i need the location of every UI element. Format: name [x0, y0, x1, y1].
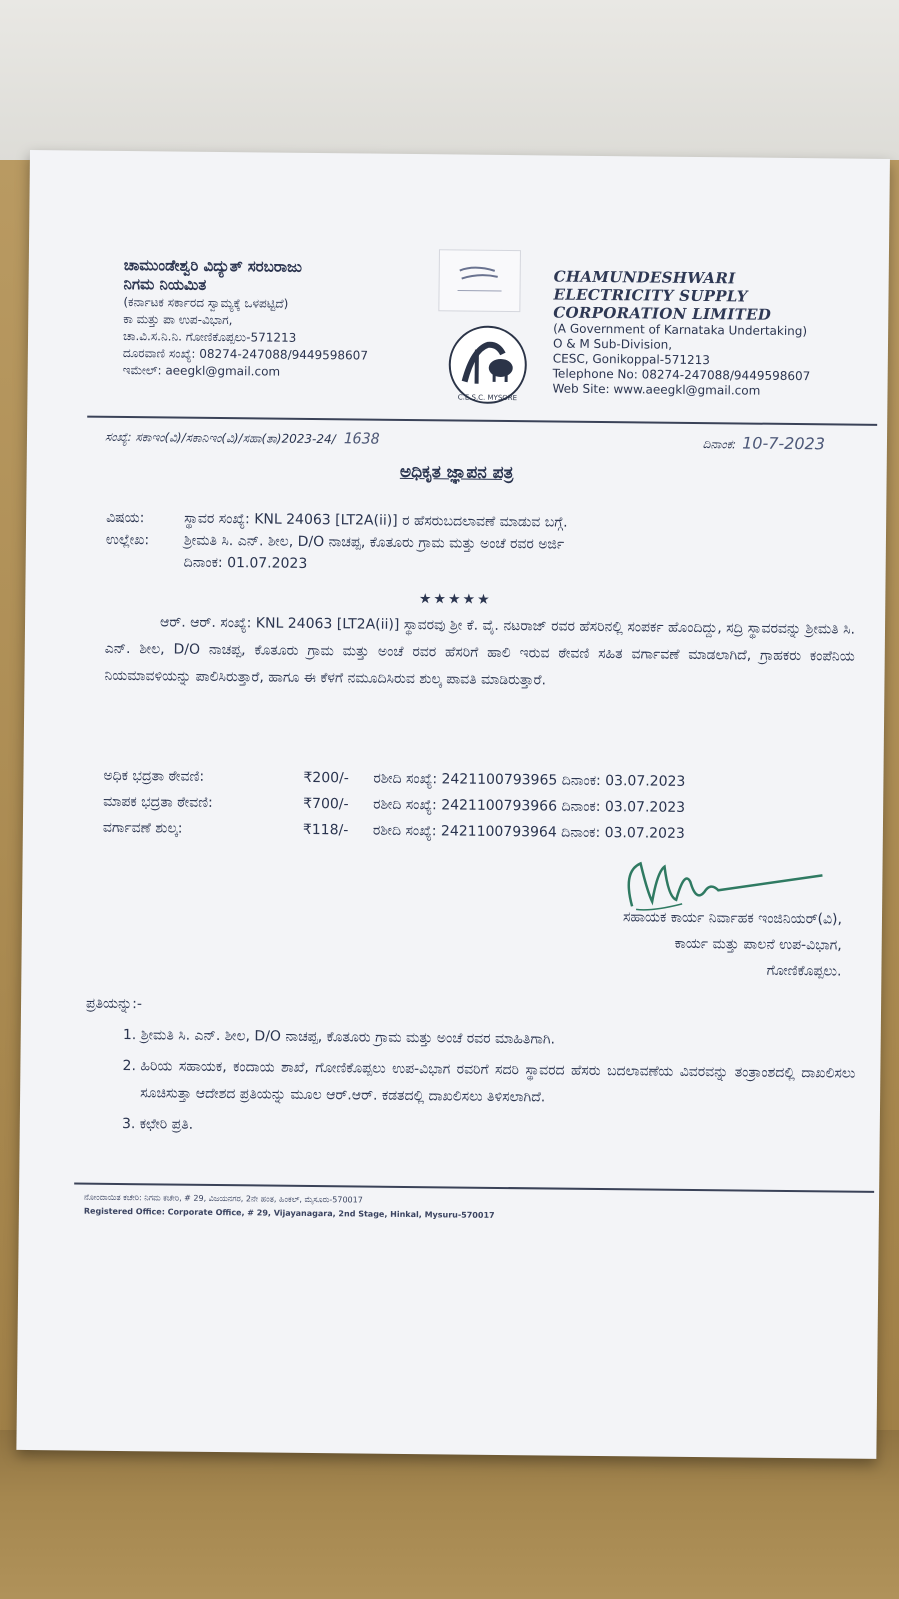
logo-label: C.E.S.C. MYSORE [457, 393, 518, 403]
body-paragraph: ಆರ್. ಆರ್. ಸಂಖ್ಯೆ: KNL 24063 [LT2A(ii)] ಸ್ಥಾವರವು ಶ್ರೀ ಕೆ. ವೈ. ನಟರಾಜ್ ರವರ ಹೆಸರಿನಲ್ಲಿ ಸಂಪರ್ಕ ಹೊಂದಿದ್ದು, ಸದ್ರಿ ಸ್ಥಾವರವನ್ನು ಶ್ರೀಮತಿ ಸಿ. ಎನ್. ಶೀಲ, D/O ನಾಚಪ್ಪ, ಕೊತೂರು ಗ್ರಾಮ ಮತ್ತು ಅಂಚೆ ರವರ ಹೆಸರಿಗೆ ಹಾಲಿ ಇರುವ ಠೇವಣಿ ಸಹಿತ ವರ್ಗಾವಣೆ ಮಾಡಲಾಗಿದೆ, ಗ್ರಾಹಕರು ಕಂಪೆನಿಯ ನಿಯಮಾವಳಿಯನ್ನು ಪಾಲಿಸಿರುತ್ತಾರೆ, ಹಾಗೂ ಈ ಕೆಳಗೆ ನಮೂದಿಸಿರುವ ಶುಲ್ಕ ಪಾವತಿ ಮಾಡಿರುತ್ತಾರೆ. [104, 614, 856, 689]
signoff-block [421, 902, 842, 984]
footer-english: Registered Office: Corporate Office, # 29, Vijayanagara, 2nd Stage, Hinkal, Mysuru-570017 [83, 1206, 495, 1220]
fee-amount: ₹200/- [303, 769, 349, 787]
en-company-name-2: ELECTRICITY SUPPLY [553, 285, 748, 306]
kn-govt-note: (ಕರ್ನಾಟಕ ಸರ್ಕಾರದ ಸ್ವಾಮ್ಯಕ್ಕೆ ಒಳಪಟ್ಟಿದೆ) [123, 294, 289, 311]
copies-block [85, 991, 857, 1150]
stamp-mark-icon [439, 250, 520, 311]
fee-label: ಮಾಪಕ ಭದ್ರತಾ ಠೇವಣಿ: [103, 793, 213, 811]
en-address: CESC, Gonikoppal-571213 [552, 351, 711, 368]
en-phone: Telephone No: 08274-247088/9449598607 [552, 366, 811, 384]
header-kannada [123, 256, 454, 382]
date-label: ದಿನಾಂಕ: [702, 437, 737, 452]
fee-label: ವರ್ಗಾವಣೆ ಶುಲ್ಕ: [102, 819, 183, 837]
en-company-name-3: CORPORATION LIMITED [553, 303, 772, 324]
kn-company-name-1: ಚಾಮುಂಡೇಶ್ವರಿ ವಿದ್ಯುತ್ ಸರಬರಾಜು [123, 255, 303, 276]
footer [84, 1191, 864, 1227]
fee-receipt: ರಶೀದಿ ಸಂಖ್ಯೆ: 2421100793964 ದಿನಾಂಕ: 03.07.2023 [372, 822, 685, 842]
fee-amount: ₹700/- [303, 795, 349, 813]
reference-date [703, 433, 825, 453]
list-item: 1. ಶ್ರೀಮತಿ ಸಿ. ಎನ್. ಶೀಲ, D/O ನಾಚಪ್ಪ, ಕೊತೂರು ಗ್ರಾಮ ಮತ್ತು ಅಂಚೆ ರವರ ಮಾಹಿತಿಗಾಗಿ. [141, 1022, 856, 1056]
letter-page [16, 150, 890, 1459]
copies-heading: ಪ್ರತಿಯನ್ನು:- [85, 995, 143, 1013]
kn-division: ಕಾ ಮತ್ತು ಪಾ ಉಪ-ವಿಭಾಗ, [123, 311, 233, 328]
fee-list [103, 763, 864, 849]
copies-list [85, 1022, 856, 1146]
kn-email: ಇಮೇಲ್: aeegkl@gmail.com [122, 362, 281, 379]
cesc-logo-icon [442, 319, 533, 410]
date-value: 10-7-2023 [742, 433, 826, 454]
subject-label: ವಿಷಯ: [106, 509, 145, 527]
subject-block [106, 507, 867, 581]
en-division: O & M Sub-Division, [552, 336, 673, 352]
reference-text: ಶ್ರೀಮತಿ ಸಿ. ಎನ್. ಶೀಲ, D/O ನಾಚಪ್ಪ, ಕೊತೂರು ಗ್ರಾಮ ಮತ್ತು ಅಂಚೆ ರವರ ಅರ್ಜಿ [183, 532, 565, 553]
document-content [16, 150, 890, 1459]
footer-kannada: ನೋಂದಾಯಿತ ಕಚೇರಿ: ನಿಗಮ ಕಚೇರಿ, # 29, ವಿಜಯನಗರ, 2ನೇ ಹಂತ, ಹಿಂಕಲ್, ಮೈಸೂರು-570017 [83, 1192, 363, 1205]
reference-line [105, 427, 865, 453]
signoff-division: ಕಾರ್ಯ ಮತ್ತು ಪಾಲನೆ ಉಪ-ವಿಭಾಗ, [674, 935, 842, 954]
subject-text: ಸ್ಥಾವರ ಸಂಖ್ಯೆ: KNL 24063 [LT2A(ii)] ರ ಹೆಸರುಬದಲಾವಣೆ ಮಾಡುವ ಬಗ್ಗೆ. [184, 510, 568, 531]
reference-date-text: ದಿನಾಂಕ: 01.07.2023 [183, 554, 308, 572]
header-divider [87, 416, 877, 426]
reference-number: 1638 [343, 429, 380, 448]
signoff-place: ಗೋಣಿಕೊಪ್ಪಲು. [766, 962, 842, 980]
signoff-designation: ಸಹಾಯಕ ಕಾರ್ಯ ನಿರ್ವಾಹಕ ಇಂಜಿನಿಯರ್(ವಿ), [622, 909, 843, 928]
fee-receipt: ರಶೀದಿ ಸಂಖ್ಯೆ: 2421100793966 ದಿನಾಂಕ: 03.07.2023 [373, 796, 686, 816]
background-wall [0, 0, 899, 175]
reference-number-prefix: ಸಂಖ್ಯೆ: ಸಕಾಇಂ(ವಿ)/ಸಕಾನಿಇಂ(ವಿ)/ಸಹಾ(ತಾ)2023-24/ [104, 429, 336, 447]
en-company-name-1: CHAMUNDESHWARI [553, 267, 736, 288]
fee-receipt: ರಶೀದಿ ಸಂಖ್ಯೆ: 2421100793965 ದಿನಾಂಕ: 03.07.2023 [373, 770, 686, 790]
fee-label: ಅಧಿಕ ಭದ್ರತಾ ಠೇವಣಿ: [103, 767, 205, 785]
list-item: 3. ಕಛೇರಿ ಪ್ರತಿ. [140, 1111, 855, 1145]
kn-address: ಚಾ.ವಿ.ಸ.ನಿ.ನಿ. ಗೋಣಿಕೊಪ್ಪಲು-571213 [122, 328, 297, 345]
stamp-box [438, 249, 521, 312]
en-website: Web Site: www.aeegkl@gmail.com [552, 381, 761, 398]
fee-amount: ₹118/- [302, 821, 349, 839]
memo-title: ಅಧಿಕೃತ ಜ್ಞಾಪನ ಪತ್ರ [399, 461, 514, 484]
list-item: 2. ಹಿರಿಯ ಸಹಾಯಕ, ಕಂದಾಯ ಶಾಖೆ, ಗೋಣಿಕೊಪ್ಪಲು ಉಪ-ವಿಭಾಗ ರವರಿಗೆ ಸದರಿ ಸ್ಥಾವರದ ಹೆಸರು ಬದಲಾವಣೆಯ ವಿವರವನ್ನು ತಂತ್ರಾಂಶದಲ್ಲಿ ದಾಖಲಿಸಲು ಸೂಚಿಸುತ್ತಾ ಆದೇಶದ ಪ್ರತಿಯನ್ನು ಮೂಲ ಆರ್.ಆರ್. ಕಡತದಲ್ಲಿ ದಾಖಲಿಸಲು ತಿಳಿಸಲಾಗಿದೆ. [140, 1053, 856, 1114]
star-divider: ★★★★★ [418, 591, 492, 608]
kn-phone: ದೂರವಾಣಿ ಸಂಖ್ಯೆ: 08274-247088/9449598607 [122, 345, 369, 363]
reference-label: ಉಲ್ಲೇಖ: [105, 531, 150, 549]
en-govt-note: (A Government of Karnataka Undertaking) [553, 321, 808, 339]
header-english [552, 267, 873, 399]
kn-company-name-2: ನಿಗಮ ನಿಯಮಿತ [123, 274, 207, 294]
